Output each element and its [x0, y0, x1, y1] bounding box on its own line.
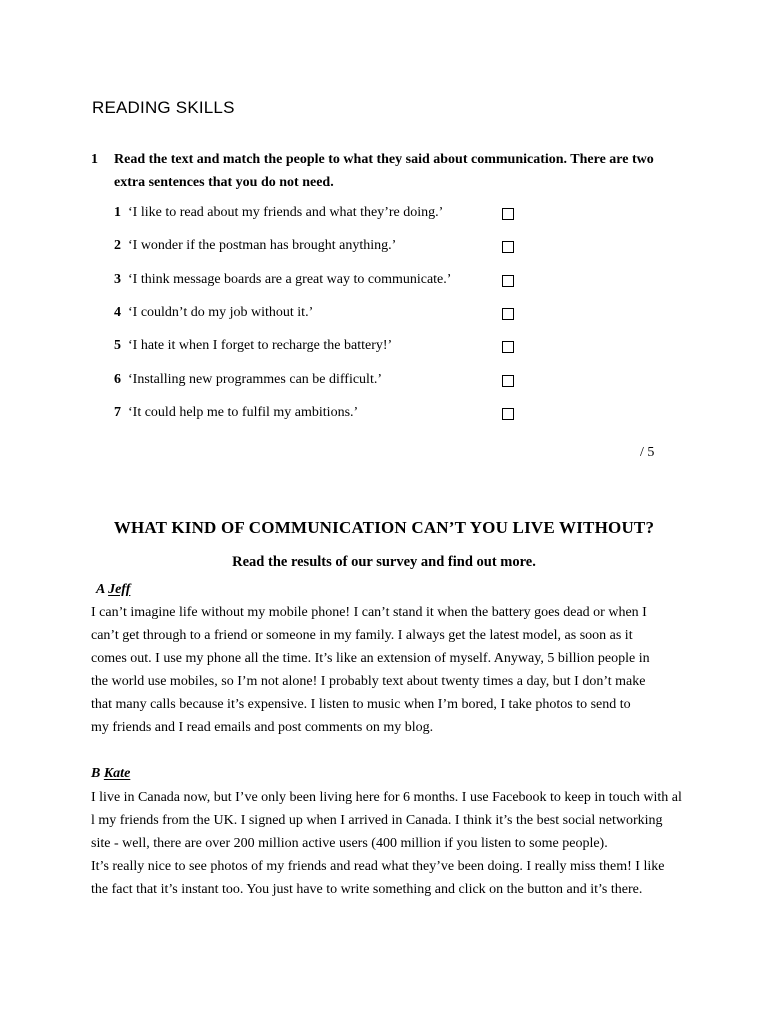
answer-checkbox[interactable]: [502, 208, 514, 220]
item-number: 1: [114, 205, 121, 220]
item-quote: ‘Installing new programmes can be difficult.’: [128, 372, 382, 387]
item-quote: ‘I hate it when I forget to recharge the battery!’: [128, 338, 393, 353]
person-letter: A: [96, 582, 105, 597]
paragraph-line: the world use mobiles, so I’m not alone! I probably text about twenty times a day, but I don’t make: [91, 674, 646, 689]
answer-checkbox[interactable]: [502, 275, 514, 287]
answer-checkbox[interactable]: [502, 341, 514, 353]
paragraph-line: can’t get through to a friend or someone in my family. I always get the latest model, as soon as it: [91, 628, 633, 643]
item-number: 5: [114, 338, 121, 353]
article-subtitle: Read the results of our survey and find out more.: [232, 554, 536, 570]
item-number: 2: [114, 238, 121, 253]
task-instruction-line-2: extra sentences that you do not need.: [114, 175, 334, 190]
answer-checkbox[interactable]: [502, 375, 514, 387]
paragraph-line: site - well, there are over 200 million active users (400 million if you listen to some people).: [91, 836, 608, 851]
match-item: [114, 205, 534, 227]
item-number: 3: [114, 272, 121, 287]
person-name: Jeff: [108, 582, 131, 597]
task-instruction-line-1: Read the text and match the people to what they said about communication. There are two: [114, 152, 654, 167]
section-heading: READING SKILLS: [92, 98, 235, 117]
score-label: / 5: [640, 445, 655, 460]
item-number: 7: [114, 405, 121, 420]
paragraph-line: comes out. I use my phone all the time. It’s like an extension of myself. Anyway, 5 billion people in: [91, 651, 650, 666]
person-letter: B: [91, 766, 101, 781]
paragraph-line: the fact that it’s instant too. You just have to write something and click on the button and it’s there.: [91, 882, 643, 897]
paragraph-line: l my friends from the UK. I signed up when I arrived in Canada. I think it’s the best social networking: [91, 813, 663, 828]
item-quote: ‘It could help me to fulfil my ambitions.’: [128, 405, 359, 420]
match-item: [114, 372, 534, 394]
match-item: [114, 338, 534, 360]
match-item: [114, 405, 534, 427]
paragraph-line: my friends and I read emails and post comments on my blog.: [91, 720, 434, 735]
match-item: [114, 272, 534, 294]
paragraph-line: I can’t imagine life without my mobile phone! I can’t stand it when the battery goes dead or when I: [91, 605, 647, 620]
item-number: 4: [114, 305, 121, 320]
answer-checkbox[interactable]: [502, 408, 514, 420]
item-number: 6: [114, 372, 121, 387]
paragraph-line: It’s really nice to see photos of my friends and read what they’ve been doing. I really miss them! I like: [91, 859, 665, 874]
paragraph-line: that many calls because it’s expensive. I listen to music when I’m bored, I take photos to send to: [91, 697, 631, 712]
person-name: Kate: [103, 766, 131, 781]
paragraph-line: I live in Canada now, but I’ve only been living here for 6 months. I use Facebook to keep in touch with al: [91, 790, 682, 805]
person-heading-b: [91, 766, 130, 782]
article-title: WHAT KIND OF COMMUNICATION CAN’T YOU LIVE WITHOUT?: [113, 518, 655, 537]
answer-checkbox[interactable]: [502, 308, 514, 320]
item-quote: ‘I think message boards are a great way to communicate.’: [128, 272, 452, 287]
match-item: [114, 238, 534, 260]
item-quote: ‘I wonder if the postman has brought anything.’: [128, 238, 397, 253]
answer-checkbox[interactable]: [502, 241, 514, 253]
match-item: [114, 305, 534, 327]
task-number: 1: [91, 152, 98, 167]
item-quote: ‘I like to read about my friends and what they’re doing.’: [128, 205, 444, 220]
person-heading-a: [96, 582, 130, 598]
item-quote: ‘I couldn’t do my job without it.’: [128, 305, 314, 320]
